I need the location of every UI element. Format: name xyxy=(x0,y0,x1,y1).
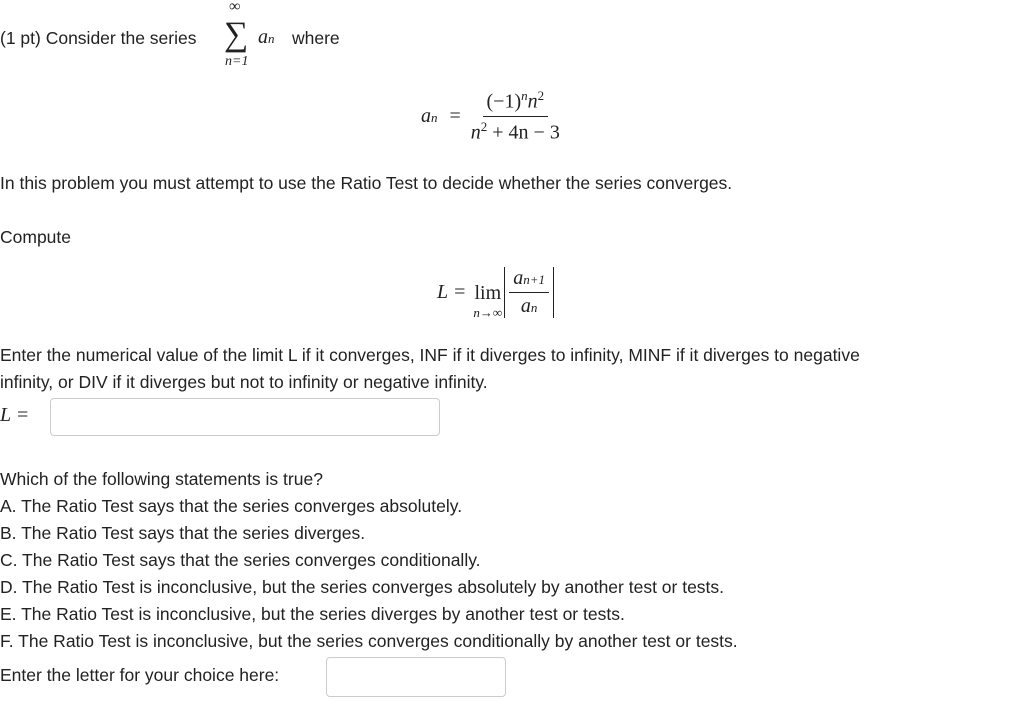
limit-lhs: L xyxy=(437,281,449,303)
option-a: A. The Ratio Test says that the series converges absolutely. xyxy=(0,496,463,516)
option-d: D. The Ratio Test is inconclusive, but the series converges absolutely by another test or tests. xyxy=(0,577,725,597)
an-formula xyxy=(421,88,560,144)
intro-suffix: where xyxy=(292,28,340,48)
option-f: F. The Ratio Test is inconclusive, but the series converges conditionally by another test or tests. xyxy=(0,631,738,651)
L-label: L = xyxy=(0,404,30,426)
term-sub: n xyxy=(268,31,275,46)
formula-eq: = xyxy=(449,104,461,127)
series-term xyxy=(258,26,275,49)
limit-num: a xyxy=(513,267,524,289)
question: Which of the following statements is true? xyxy=(0,469,323,489)
limit-fraction xyxy=(504,267,554,318)
limit-formula xyxy=(437,264,554,321)
num-rest-exp: 2 xyxy=(537,88,545,103)
numerator: (−1) xyxy=(486,90,522,113)
term: a xyxy=(258,26,268,48)
choice-input[interactable] xyxy=(326,657,506,697)
limit-eq: = xyxy=(454,281,466,303)
choice-label: Enter the letter for your choice here: xyxy=(0,665,280,685)
option-e: E. The Ratio Test is inconclusive, but the series diverges by another test or tests. xyxy=(0,604,625,624)
limit-den-sub: n xyxy=(530,300,538,315)
compute-label: Compute xyxy=(0,227,72,247)
formula-fraction xyxy=(471,88,560,144)
sum-symbol: ∑ xyxy=(224,16,249,53)
lim-sub: n→∞ xyxy=(473,305,503,320)
formula-lhs: a xyxy=(421,104,431,127)
intro-prefix: (1 pt) Consider the series xyxy=(0,28,197,48)
enter-text-2: infinity, or DIV if it diverges but not to infinity or negative infinity. xyxy=(0,372,488,392)
formula-lhs-sub: n xyxy=(431,109,438,125)
lim: lim xyxy=(474,282,502,304)
sum-upper: ∞ xyxy=(229,0,241,15)
L-input[interactable] xyxy=(50,398,440,436)
den-rest: + 4n − 3 xyxy=(487,121,560,144)
denominator: n xyxy=(470,121,481,144)
option-b: B. The Ratio Test says that the series diverges. xyxy=(0,523,366,543)
instruction: In this problem you must attempt to use the Ratio Test to decide whether the series converges. xyxy=(0,173,733,193)
limit-num-sub: n+1 xyxy=(523,272,545,287)
den-exp: 2 xyxy=(480,118,488,134)
num-rest: n xyxy=(527,90,538,113)
num-exp: n xyxy=(521,88,528,103)
limit-den: a xyxy=(520,295,531,317)
sum-lower: n=1 xyxy=(225,54,249,69)
enter-text-1: Enter the numerical value of the limit L if it converges, INF if it diverges to infinity, MINF if it diverges to negative xyxy=(0,345,860,365)
option-c: C. The Ratio Test says that the series converges conditionally. xyxy=(0,550,481,570)
